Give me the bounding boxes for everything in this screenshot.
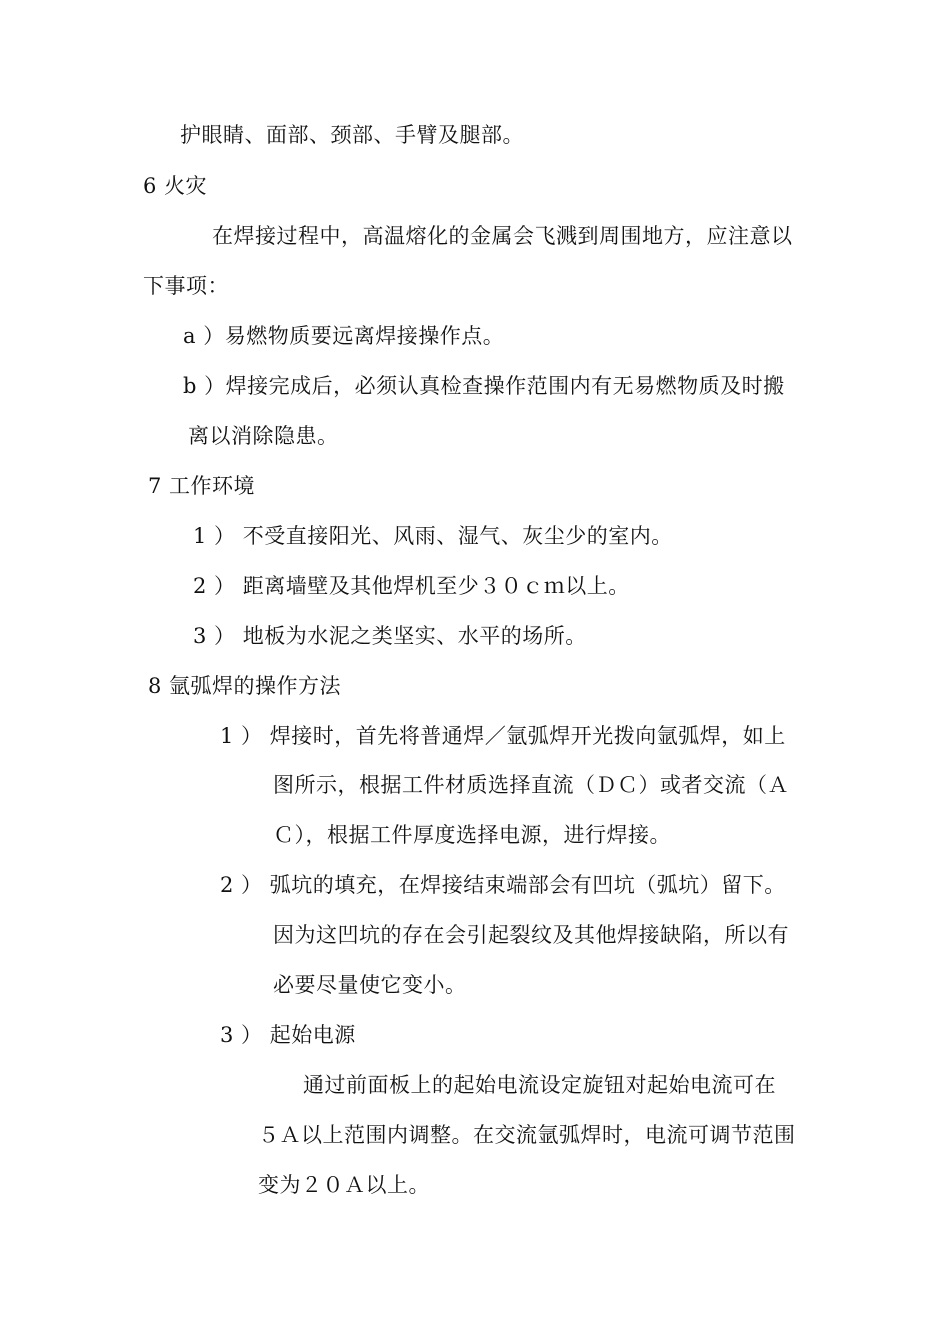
list-item: b ）焊接完成后，必须认真检查操作范围内有无易燃物质及时搬: [183, 374, 785, 398]
list-item: 2 ） 距离墙壁及其他焊机至少３０ｃｍ以上。: [193, 574, 630, 598]
text-line: 下事项：: [143, 274, 229, 298]
list-item: 1 ） 焊接时，首先将普通焊／氩弧焊开光拨向氩弧焊，如上: [220, 724, 786, 748]
text-line: 变为２０Ａ以上。: [258, 1173, 430, 1197]
list-item: 2 ） 弧坑的填充，在焊接结束端部会有凹坑（弧坑）留下。: [220, 873, 786, 897]
section-heading: 6 火灾: [143, 174, 208, 198]
text-line: 必要尽量使它变小。: [273, 973, 467, 997]
list-item: a ）易燃物质要远离焊接操作点。: [183, 324, 505, 348]
list-item: 3 ） 地板为水泥之类坚实、水平的场所。: [193, 624, 587, 648]
text-line: 图所示，根据工件材质选择直流（ＤＣ）或者交流（Ａ: [273, 773, 789, 797]
text-line: Ｃ），根据工件厚度选择电源，进行焊接。: [273, 823, 671, 847]
text-line: 在焊接过程中，高温熔化的金属会飞溅到周围地方，应注意以: [212, 224, 793, 248]
text-line: ５Ａ以上范围内调整。在交流氩弧焊时，电流可调节范围: [258, 1123, 796, 1147]
section-heading: 8 氩弧焊的操作方法: [148, 674, 342, 698]
list-item: 1 ） 不受直接阳光、风雨、湿气、灰尘少的室内。: [193, 524, 673, 548]
text-line: 离以消除隐患。: [188, 424, 339, 448]
text-line: 护眼睛、面部、颈部、手臂及腿部。: [180, 123, 524, 147]
text-line: 因为这凹坑的存在会引起裂纹及其他焊接缺陷，所以有: [273, 923, 789, 947]
section-heading: 7 工作环境: [148, 474, 256, 498]
text-line: 通过前面板上的起始电流设定旋钮对起始电流可在: [303, 1073, 776, 1097]
list-item: 3 ） 起始电源: [220, 1023, 356, 1047]
